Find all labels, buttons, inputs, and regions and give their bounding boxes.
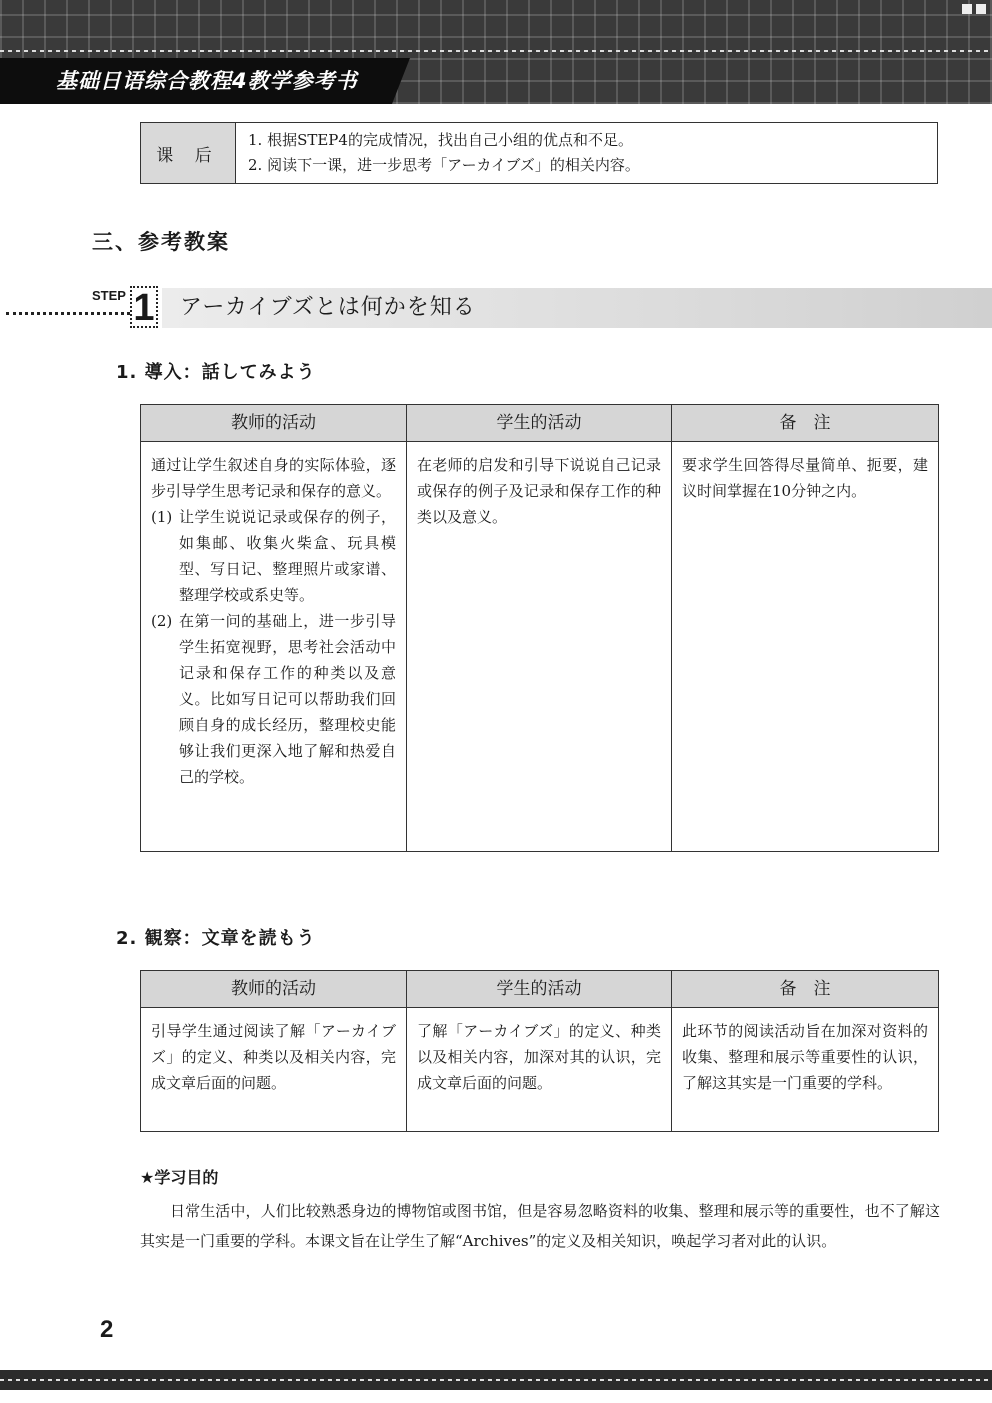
teacher-item xyxy=(151,608,396,790)
item-text: 在第一问的基础上，进一步引导学生拓宽视野，思考社会活动中记录和保存工作的种类以及意义。比如写日记可以帮助我们回顾自身的成长经历，整理校史能够让我们更深入地了解和热爱自己的学校。 xyxy=(179,612,396,786)
student-activity-cell: 在老师的启发和引导下说说自己记录或保存的例子及记录和保存工作的种类以及意义。 xyxy=(407,442,672,852)
col-header-teacher: 教师的活动 xyxy=(141,405,407,442)
book-title: 基础日语综合教程4教学参考书 xyxy=(0,58,392,104)
item-number: (2) xyxy=(151,612,173,630)
step-number: 1 xyxy=(130,286,158,328)
after-class-box xyxy=(140,122,938,184)
note-cell: 要求学生回答得尽量简单、扼要，建议时间掌握在10分钟之内。 xyxy=(672,442,939,852)
part1-heading: 1. 導入：話してみよう xyxy=(116,362,316,383)
col-header-note: 备 注 xyxy=(672,971,939,1008)
section-title: 三、参考教案 xyxy=(92,230,230,254)
col-header-student: 学生的活动 xyxy=(407,405,672,442)
footer-band xyxy=(0,1370,992,1390)
header-decoration xyxy=(962,4,986,14)
col-header-note: 备 注 xyxy=(672,405,939,442)
part1-table xyxy=(140,404,939,852)
goal-title: ★学习目的 xyxy=(140,1168,219,1187)
student-activity-cell: 了解「アーカイブズ」的定义、种类以及相关内容，加深对其的认识，完成文章后面的问题。 xyxy=(407,1008,672,1132)
part2-table xyxy=(140,970,939,1132)
goal-body: 日常生活中，人们比较熟悉身边的博物馆或图书馆，但是容易忽略资料的收集、整理和展示等的重要性，也不了解这其实是一门重要的学科。本课文旨在让学生了解“Archives”的定义及相关知识，唤起学习者对此的认识。 xyxy=(140,1202,940,1250)
item-text: 让学生说说记录或保存的例子，如集邮、收集火柴盒、玩具模型、写日记、整理照片或家谱、整理学校或系史等。 xyxy=(179,508,396,604)
step-label: STEP xyxy=(92,288,126,303)
page-number: 2 xyxy=(100,1316,114,1343)
step-dotted-rule xyxy=(6,312,130,315)
teacher-activity-cell: 引导学生通过阅读了解「アーカイブズ」的定义、种类以及相关内容，完成文章后面的问题。 xyxy=(141,1008,407,1132)
teacher-intro: 通过让学生叙述自身的实际体验，逐步引导学生思考记录和保存的意义。 xyxy=(151,456,396,500)
after-class-item: 2. 阅读下一课，进一步思考「アーカイブズ」的相关内容。 xyxy=(248,156,640,174)
after-class-items xyxy=(236,123,652,183)
note-cell: 此环节的阅读活动旨在加深对资料的收集、整理和展示等重要性的认识，了解这其实是一门重要的学科。 xyxy=(672,1008,939,1132)
col-header-teacher: 教师的活动 xyxy=(141,971,407,1008)
teacher-item xyxy=(151,504,396,608)
step-title: アーカイブズとは何かを知る xyxy=(180,295,476,320)
header-band xyxy=(0,0,992,104)
after-class-item: 1. 根据STEP4的完成情况，找出自己小组的优点和不足。 xyxy=(248,131,633,149)
teacher-activity-cell xyxy=(141,442,407,852)
after-class-label: 课 后 xyxy=(141,123,236,183)
item-number: (1) xyxy=(151,508,173,526)
col-header-student: 学生的活动 xyxy=(407,971,672,1008)
part2-heading: 2. 観察：文章を読もう xyxy=(116,928,316,949)
